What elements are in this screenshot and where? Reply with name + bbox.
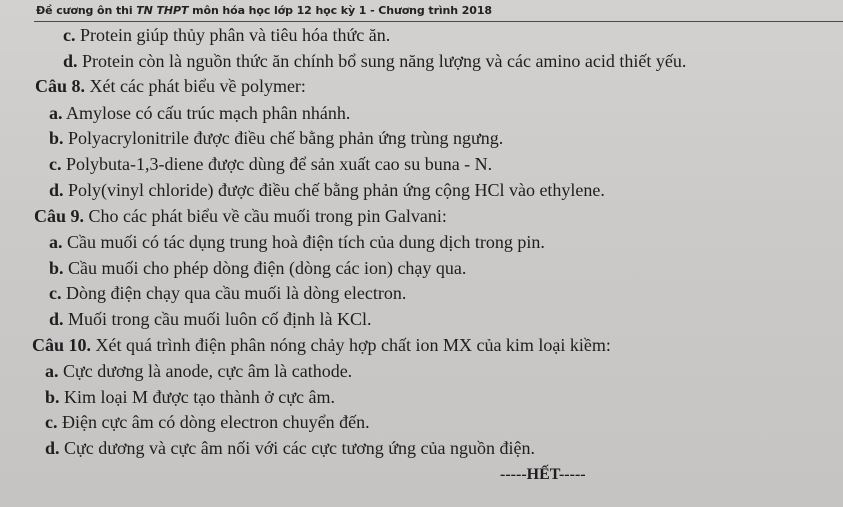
question-8 — [35, 76, 306, 96]
end-mark: -----HẾT----- — [500, 466, 586, 483]
answer-label: d. — [45, 438, 60, 458]
question-10-answer-b — [45, 387, 335, 407]
answer-label: d. — [49, 180, 64, 200]
header-italic: TN THPT — [136, 4, 189, 17]
question-label: Câu 9. — [34, 206, 85, 226]
answer-text: Polyacrylonitrile được điều chế bằng phản ứng trùng ngưng. — [63, 128, 504, 148]
question-label: Câu 10. — [32, 335, 92, 355]
answer-label: c. — [63, 25, 76, 45]
header-suffix: môn hóa học lớp 12 học kỳ 1 - Chương trình 2018 — [188, 4, 492, 17]
answer-text: Polybuta-1,3-diene được dùng để sản xuất cao su buna - N. — [61, 154, 493, 174]
answer-label: c. — [49, 283, 62, 303]
answer-text: Protein giúp thủy phân và tiêu hóa thức ăn. — [75, 25, 391, 45]
question-9 — [34, 206, 447, 226]
header-rule — [34, 21, 843, 22]
answer-text: Cực dương là anode, cực âm là cathode. — [58, 361, 353, 381]
answer-label: a. — [45, 361, 59, 381]
question-text: Cho các phát biểu về cầu muối trong pin Galvani: — [84, 206, 447, 226]
question-8-answer-b — [49, 128, 503, 148]
answer-text: Poly(vinyl chloride) được điều chế bằng phản ứng cộng HCl vào ethylene. — [63, 180, 605, 200]
question-text: Xét các phát biểu về polymer: — [85, 76, 306, 96]
answer-label: b. — [49, 128, 64, 148]
answer-label: c. — [49, 154, 62, 174]
header-prefix: Đề cương ôn thi — [36, 4, 137, 17]
question-9-answer-c — [49, 283, 406, 303]
answer-text: Cầu muối có tác dụng trung hoà điện tích của dung dịch trong pin. — [62, 232, 545, 252]
question-10-answer-d — [45, 438, 535, 458]
answer-text: Cầu muối cho phép dòng điện (dòng các ion) chạy qua. — [63, 258, 467, 278]
question-10-answer-a — [45, 361, 352, 381]
question-9-answer-a — [49, 232, 545, 252]
answer-label: a. — [49, 103, 63, 123]
answer-text: Cực dương và cực âm nối với các cực tương ứng của nguồn điện. — [59, 438, 535, 458]
question-label: Câu 8. — [35, 76, 86, 96]
answer-label: d. — [63, 51, 78, 71]
answer-text: Protein còn là nguồn thức ăn chính bổ sung năng lượng và các amino acid thiết yếu. — [77, 51, 687, 71]
answer-text: Kim loại M được tạo thành ở cực âm. — [59, 387, 335, 407]
answer-label: d. — [49, 309, 64, 329]
question-9-answer-b — [49, 258, 466, 278]
answer-text: Điện cực âm có dòng electron chuyển đến. — [57, 412, 370, 432]
question-text: Xét quá trình điện phân nóng chảy hợp chất ion MX của kim loại kiềm: — [91, 335, 611, 355]
answer-label: b. — [45, 387, 60, 407]
answer-text: Dòng điện chạy qua cầu muối là dòng electron. — [61, 283, 407, 303]
question-9-answer-d — [49, 309, 371, 329]
previous-answer-d — [63, 51, 686, 71]
answer-label: b. — [49, 258, 64, 278]
answer-text: Amylose có cấu trúc mạch phân nhánh. — [62, 103, 351, 123]
question-8-answer-c — [49, 154, 492, 174]
question-10-answer-c — [45, 412, 370, 432]
answer-text: Muối trong cầu muối luôn cố định là KCl. — [63, 309, 372, 329]
question-10 — [32, 335, 611, 355]
question-8-answer-a — [49, 103, 350, 123]
answer-label: c. — [45, 412, 58, 432]
answer-label: a. — [49, 232, 63, 252]
document-header — [36, 4, 836, 17]
question-8-answer-d — [49, 180, 605, 200]
previous-answer-c — [63, 25, 390, 45]
